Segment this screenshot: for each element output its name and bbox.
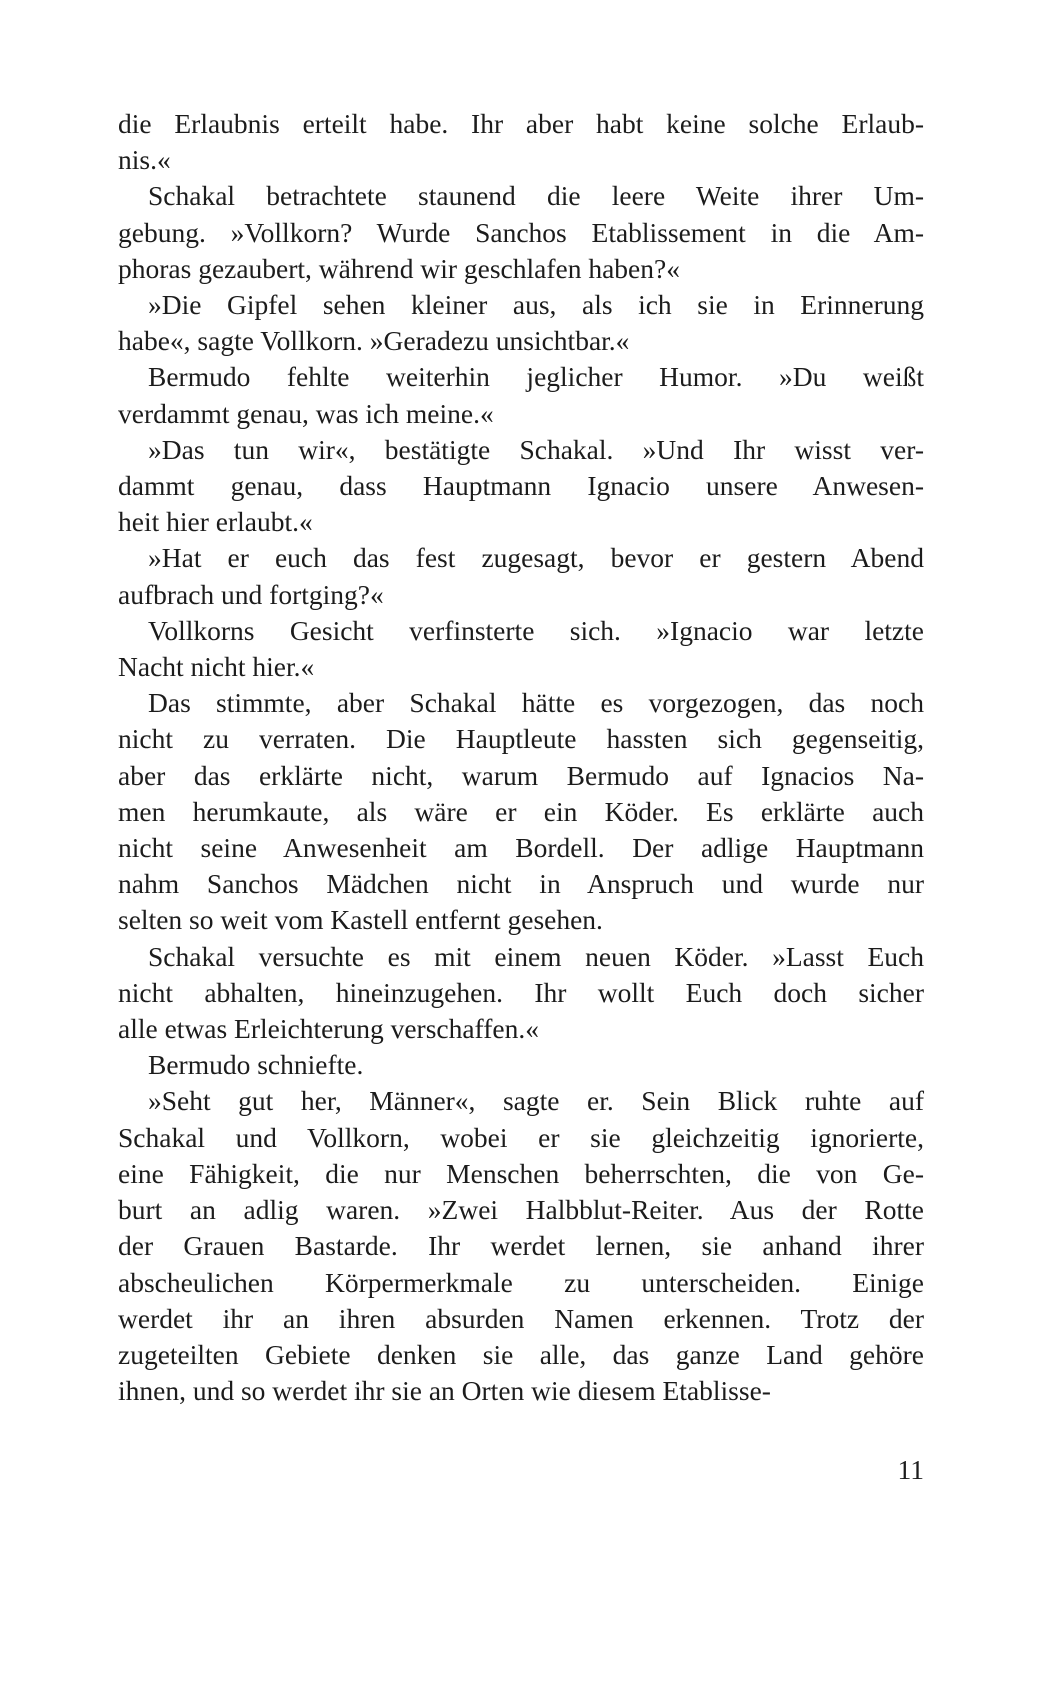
paragraph <box>118 287 924 359</box>
text-line: nis.« <box>118 144 171 176</box>
text-line: selten so weit vom Kastell entfernt gesehen. <box>118 904 603 936</box>
text-line: gebung. »Vollkorn? Wurde Sanchos Etablissement in die Am- <box>118 216 924 248</box>
page-number: 11 <box>897 1454 924 1485</box>
text-line: dammt genau, dass Hauptmann Ignacio unsere Anwesen- <box>118 470 924 502</box>
text-line: aufbrach und fortging?« <box>118 578 384 610</box>
text-line: Bermudo fehlte weiterhin jeglicher Humor. »Du weißt <box>148 361 924 393</box>
paragraph <box>118 359 924 431</box>
text-line: zugeteilten Gebiete denken sie alle, das ganze Land gehöre <box>118 1338 924 1370</box>
text-line: »Die Gipfel sehen kleiner aus, als ich sie in Erinnerung <box>148 289 924 321</box>
text-line: »Seht gut her, Männer«, sagte er. Sein Blick ruhte auf <box>148 1085 924 1117</box>
text-line: aber das erklärte nicht, warum Bermudo auf Ignacios Na- <box>118 759 924 791</box>
text-line: phoras gezaubert, während wir geschlafen haben?« <box>118 252 680 284</box>
paragraph <box>118 613 924 685</box>
text-line: nahm Sanchos Mädchen nicht in Anspruch und wurde nur <box>118 868 924 900</box>
paragraph <box>118 106 924 178</box>
text-line: eine Fähigkeit, die nur Menschen beherrschten, die von Ge- <box>118 1157 924 1189</box>
paragraph <box>118 540 924 612</box>
text-line: men herumkaute, als wäre er ein Köder. Es erklärte auch <box>118 795 924 827</box>
paragraph <box>118 1083 924 1409</box>
paragraph <box>118 685 924 938</box>
text-line: Nacht nicht hier.« <box>118 651 315 683</box>
text-line: habe«, sagte Vollkorn. »Geradezu unsichtbar.« <box>118 325 630 357</box>
text-line: heit hier erlaubt.« <box>118 506 313 538</box>
text-line: ihnen, und so werdet ihr sie an Orten wie diesem Etablisse- <box>118 1375 771 1407</box>
text-line: verdammt genau, was ich meine.« <box>118 397 494 429</box>
text-line: Schakal versuchte es mit einem neuen Köder. »Lasst Euch <box>148 940 924 972</box>
text-line: burt an adlig waren. »Zwei Halbblut-Reiter. Aus der Rotte <box>118 1194 924 1226</box>
text-line: Das stimmte, aber Schakal hätte es vorgezogen, das noch <box>148 687 924 719</box>
text-line: Vollkorns Gesicht verfinsterte sich. »Ignacio war letzte <box>148 614 924 646</box>
text-line: alle etwas Erleichterung verschaffen.« <box>118 1013 539 1045</box>
text-line: werdet ihr an ihren absurden Namen erkennen. Trotz der <box>118 1302 924 1334</box>
paragraph <box>118 432 924 541</box>
text-line: nicht zu verraten. Die Hauptleute hassten sich gegenseitig, <box>118 723 924 755</box>
paragraph <box>118 178 924 287</box>
text-line: Bermudo schniefte. <box>148 1049 364 1081</box>
text-line: Schakal und Vollkorn, wobei er sie gleichzeitig ignorierte, <box>118 1121 924 1153</box>
text-line: der Grauen Bastarde. Ihr werdet lernen, sie anhand ihrer <box>118 1230 924 1262</box>
text-line: die Erlaubnis erteilt habe. Ihr aber habt keine solche Erlaub- <box>118 108 924 139</box>
text-line: »Das tun wir«, bestätigte Schakal. »Und Ihr wisst ver- <box>148 433 924 465</box>
paragraph <box>118 1047 924 1083</box>
text-line: »Hat er euch das fest zugesagt, bevor er gestern Abend <box>148 542 924 574</box>
text-line: Schakal betrachtete staunend die leere Weite ihrer Um- <box>148 180 924 212</box>
text-line: nicht abhalten, hineinzugehen. Ihr wollt Euch doch sicher <box>118 976 924 1008</box>
paragraph <box>118 939 924 1048</box>
text-block <box>118 106 924 1409</box>
text-line: abscheulichen Körpermerkmale zu unterscheiden. Einige <box>118 1266 924 1298</box>
text-line: nicht seine Anwesenheit am Bordell. Der adlige Hauptmann <box>118 832 924 864</box>
